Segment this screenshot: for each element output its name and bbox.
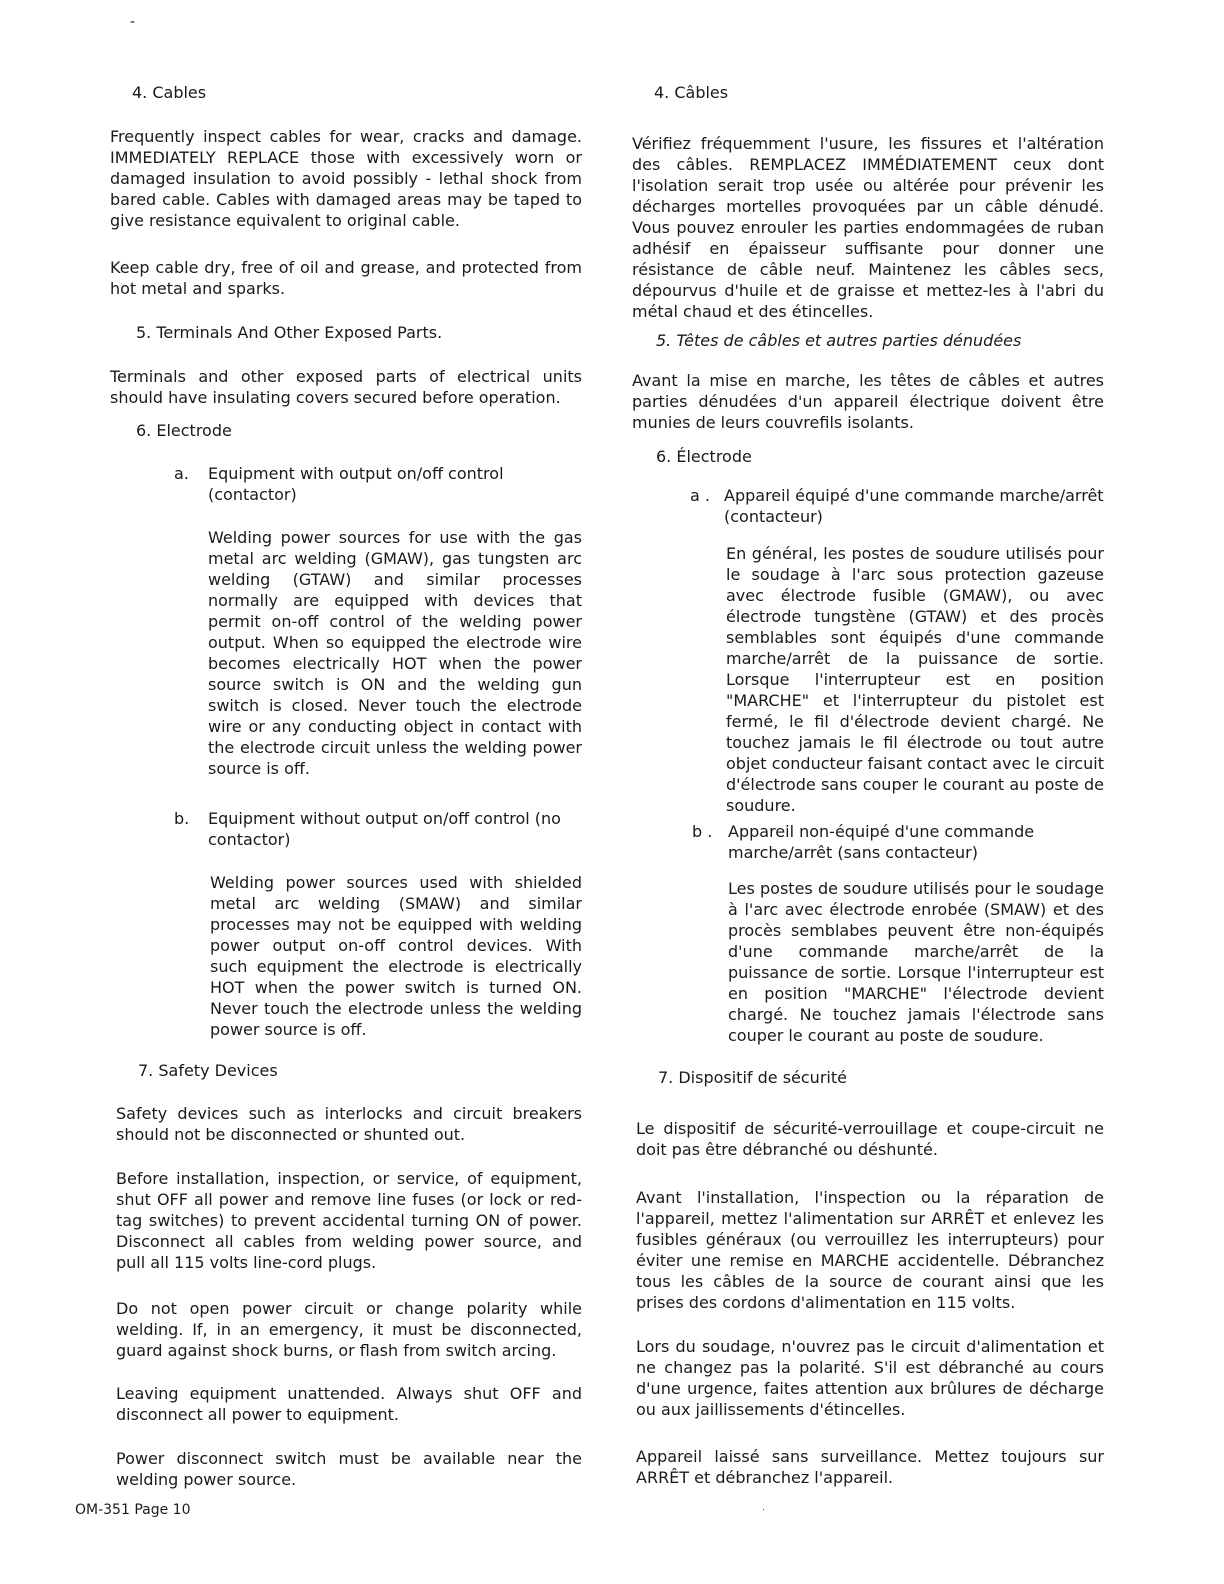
heading-cables: 4. Cables — [132, 83, 207, 102]
subheading-a-fr — [690, 485, 1104, 527]
paragraph-terminals: Terminals and other exposed parts of electrical units should have insulating covers secured before operation. — [110, 367, 582, 407]
heading-terminals: 5. Terminals And Other Exposed Parts. — [136, 323, 443, 342]
paragraph-safety-fr-1: Le dispositif de sécurité-verrouillage et coupe-circuit ne doit pas être débranché ou déshunté. — [636, 1119, 1104, 1159]
subheading-b — [174, 808, 582, 850]
paragraph-safety-fr-2: Avant l'installation, l'inspection ou la réparation de l'appareil, mettez l'alimentation sur ARRÊT et enlevez les fusibles généraux (ou verrouillez les interrupteurs) pour éviter une remise en MARCHE accidentelle. Débranchez tous les câbles de la source de courant ainsi que les prises des cordons d'alimentation en 115 volts. — [636, 1188, 1104, 1312]
subheading-b-fr-title: Appareil non-équipé d'une commande marche/arrêt (sans contacteur) — [728, 822, 1035, 862]
paragraph-safety-interlocks: Safety devices such as interlocks and circuit breakers should not be disconnected or shunted out. — [116, 1104, 582, 1144]
paragraph-a-fr-text: En général, les postes de soudure utilisés pour le soudage à l'arc sous protection gazeuse avec électrode fusible (GMAW), ou avec électrode tungstène (GTAW) et des procès semblables sont équipés d'une commande marche/arrêt de la puissance de sortie. Lorsque l'interrupteur est en position "MARCHE" et l'interrupteur du pistolet est fermé, le fil d'électrode devient chargé. Ne touchez jamais le fil électrode ou tout autre objet conducteur faisant contact avec le circuit d'électrode sans couper le courant au poste de soudure. — [726, 544, 1104, 815]
heading-terminals-fr: 5. Têtes de câbles et autres parties dénudées — [656, 331, 1022, 350]
subheading-b-fr — [692, 821, 1104, 863]
heading-electrode-fr: 6. Électrode — [656, 447, 752, 466]
stray-dot: · — [762, 1505, 766, 1516]
heading-safety-fr: 7. Dispositif de sécurité — [658, 1068, 847, 1087]
page-footer: OM-351 Page 10 — [75, 1502, 191, 1518]
subheading-a-fr-title: Appareil équipé d'une commande marche/arrêt (contacteur) — [724, 486, 1104, 526]
subheading-b-fr-label: b . — [692, 822, 713, 841]
subheading-a-title: Equipment with output on/off control (contactor) — [208, 464, 504, 504]
paragraph-safety-fr-3: Lors du soudage, n'ouvrez pas le circuit d'alimentation et ne changez pas la polarité. S'il est débranché au cours d'une urgence, faites attention aux brûlures de décharge ou aux jaillissements d'étincelles. — [636, 1337, 1104, 1419]
subheading-a-label: a. — [174, 464, 189, 483]
paragraph-cables-inspect: Frequently inspect cables for wear, cracks and damage. IMMEDIATELY REPLACE those with excessively worn or damaged insulation to avoid possibly - lethal shock from bared cable. Cables with damaged areas may be taped to give resistance equivalent to original cable. — [110, 127, 582, 230]
subheading-b-label: b. — [174, 809, 190, 828]
paragraph-safety-installation: Before installation, inspection, or service, of equipment, shut OFF all power and remove line fuses (or lock or red-tag switches) to prevent accidental turning ON of power. Disconnect all cables from welding power source, and pull all 115 volts line-cord plugs. — [116, 1169, 582, 1272]
heading-safety-devices: 7. Safety Devices — [138, 1061, 278, 1080]
stray-mark: - — [130, 14, 136, 30]
paragraph-safety-fr-4: Appareil laissé sans surveillance. Mettez toujours sur ARRÊT et débranchez l'appareil. — [636, 1447, 1104, 1487]
subheading-b-title: Equipment without output on/off control (no contactor) — [208, 809, 561, 849]
paragraph-cables-dry: Keep cable dry, free of oil and grease, and protected from hot metal and sparks. — [110, 258, 582, 298]
paragraph-safety-disconnect: Power disconnect switch must be available near the welding power source. — [116, 1449, 582, 1489]
paragraph-safety-polarity: Do not open power circuit or change polarity while welding. If, in an emergency, it must be disconnected, guard against shock burns, or flash from switch arcing. — [116, 1299, 582, 1360]
paragraph-a-text: Welding power sources for use with the gas metal arc welding (GMAW), gas tungsten arc welding (GTAW) and similar processes normally are equipped with devices that permit on-off control of the welding power output. When so equipped the electrode wire becomes electrically HOT when the power source switch is ON and the welding gun switch is closed. Never touch the electrode wire or any conducting object in contact with the electrode circuit unless the welding power source is off. — [208, 528, 582, 778]
paragraph-terminals-fr: Avant la mise en marche, les têtes de câbles et autres parties dénudées d'un appareil électrique doivent être munies de leurs couvrefils isolants. — [632, 371, 1104, 432]
subheading-a-fr-label: a . — [690, 486, 710, 505]
paragraph-b-fr-text: Les postes de soudure utilisés pour le soudage à l'arc avec électrode enrobée (SMAW) et des procès semblabes peuvent être non-équipés d'une commande marche/arrêt de la puissance de sortie. Lorsque l'interrupteur est en position "MARCHE" l'électrode devient chargé. Ne touchez jamais l'électrode sans couper le courant au poste de soudure. — [728, 879, 1104, 1045]
heading-cables-fr: 4. Câbles — [654, 83, 729, 102]
paragraph-b-text: Welding power sources used with shielded metal arc welding (SMAW) and similar processes may not be equipped with welding power output on-off control devices. With such equipment the electrode is electrically HOT when the power switch is turned ON. Never touch the electrode unless the welding power source is off. — [210, 873, 582, 1039]
paragraph-safety-unattended: Leaving equipment unattended. Always shut OFF and disconnect all power to equipment. — [116, 1384, 582, 1424]
heading-electrode: 6. Electrode — [136, 421, 232, 440]
subheading-a — [174, 463, 582, 505]
paragraph-cables-fr: Vérifiez fréquemment l'usure, les fissures et l'altération des câbles. REMPLACEZ IMMÉDIATEMENT ceux dont l'isolation serait trop usée ou altérée pour prévenir les décharges mortelles provoquées par un câble dénudé. Vous pouvez enrouler les parties endommagées de ruban adhésif en épaisseur suffisante pour donner une résistance de câble neuf. Maintenez les câbles secs, dépourvus d'huile et de graisse et mettez-les à l'abri du métal chaud et des étincelles. — [632, 134, 1104, 321]
